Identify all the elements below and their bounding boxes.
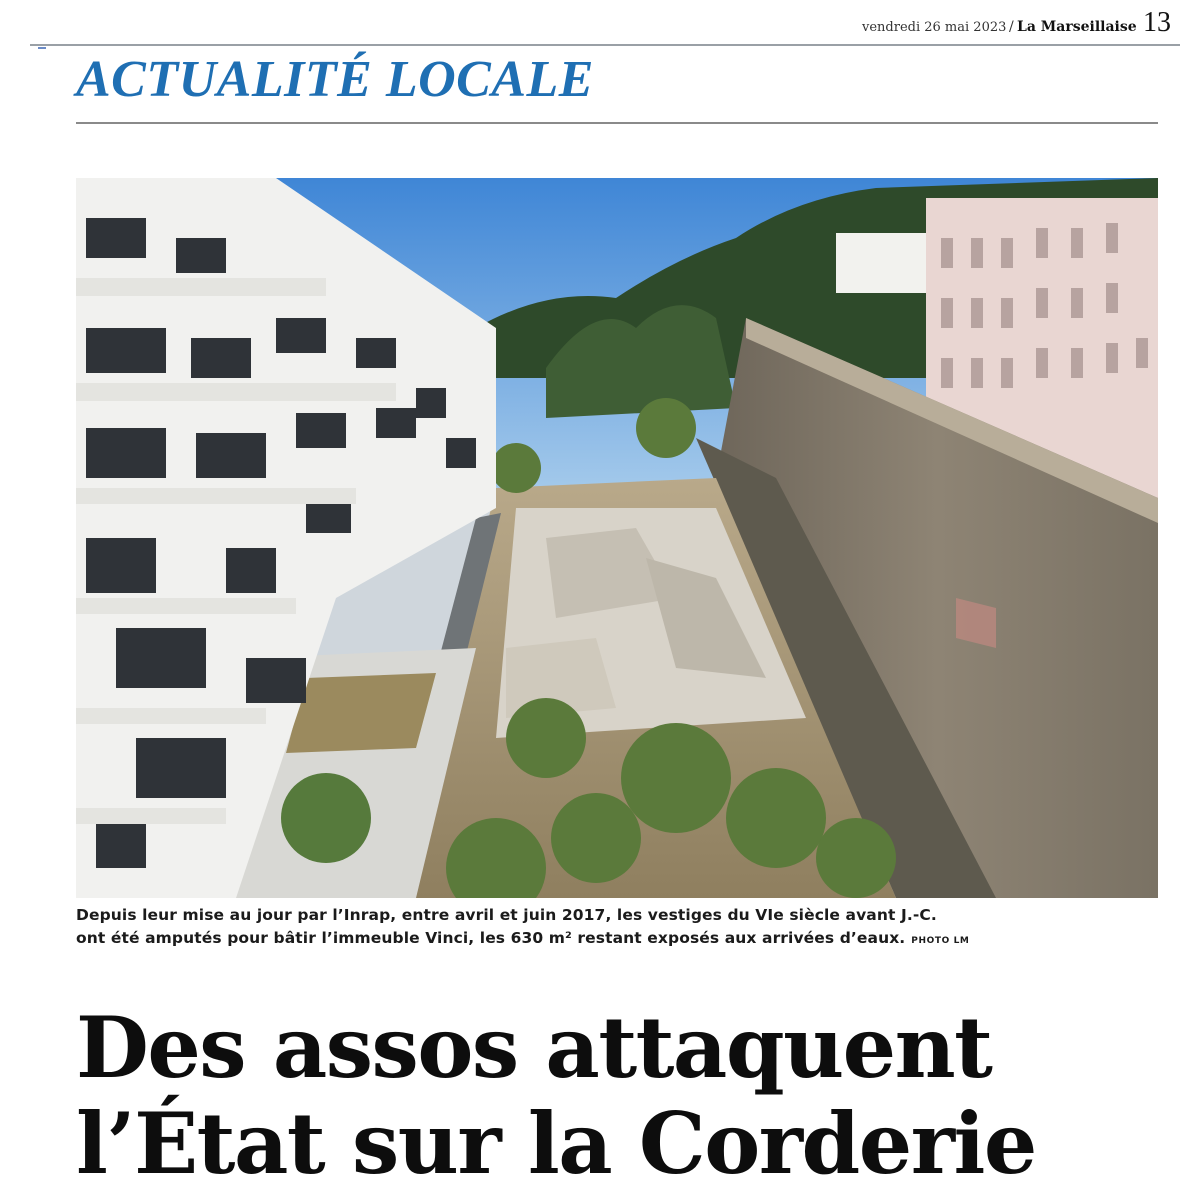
caption-line-2 [76, 927, 1158, 953]
issue-date: vendredi 26 mai 2023 [862, 20, 1007, 35]
masthead-separator: / [1009, 19, 1014, 35]
caption-line-1: Depuis leur mise au jour par l’Inrap, entre avril et juin 2017, les vestiges du VIe siècle avant J.-C. [76, 906, 937, 924]
section-rule [76, 122, 1158, 124]
headline-line-1: Des assos attaquent [76, 998, 992, 1097]
page-number: 13 [1143, 7, 1171, 38]
photo-credit: PHOTO LM [911, 936, 970, 946]
section-title: ACTUALITÉ LOCALE [76, 51, 594, 108]
article-photo [76, 178, 1158, 898]
article-headline [76, 1000, 1176, 1192]
masthead-accent [38, 47, 46, 49]
masthead-rule [30, 44, 1180, 46]
headline-line-2: l’État sur la Corderie [76, 1094, 1036, 1193]
newspaper-name: La Marseillaise [1017, 19, 1137, 35]
caption-line-2-text: ont été amputés pour bâtir l’immeuble Vinci, les 630 m² restant exposés aux arrivées d’eaux. [76, 929, 906, 947]
photo-caption [76, 904, 1158, 953]
